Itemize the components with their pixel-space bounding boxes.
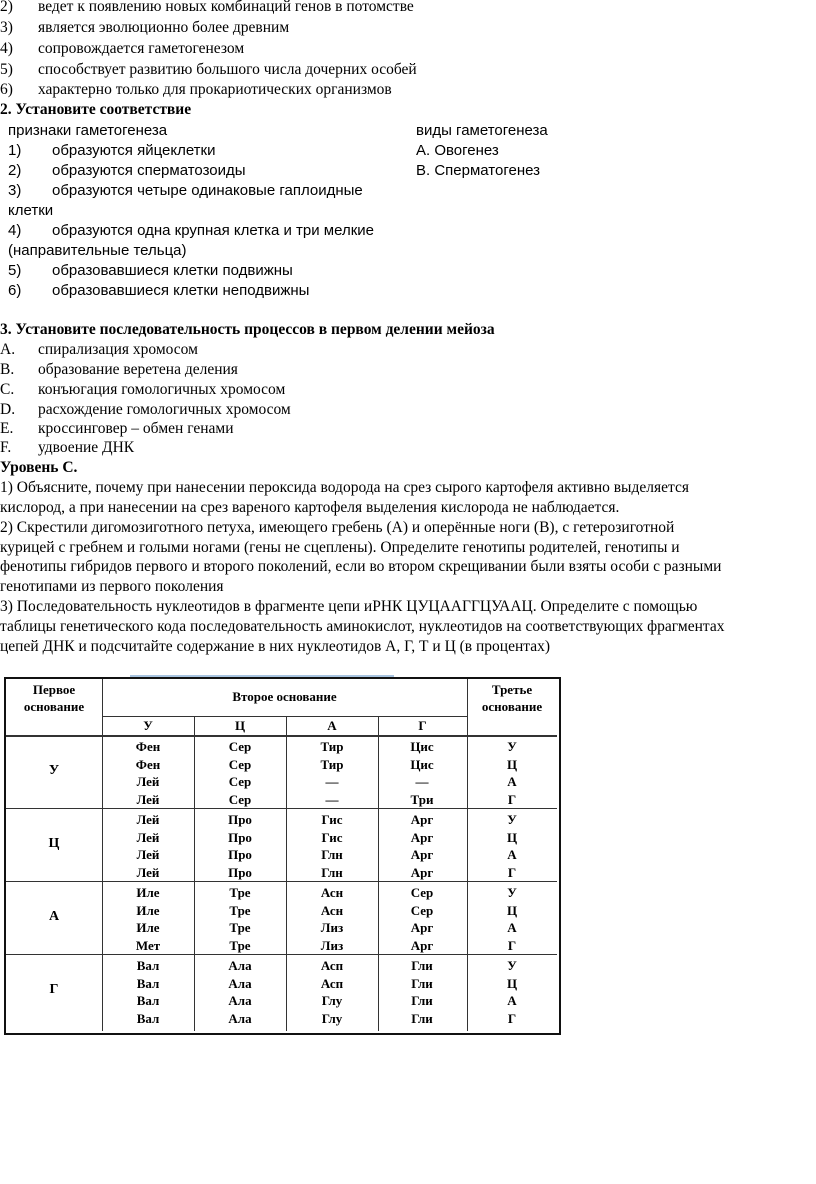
item-text: кроссинговер – обмен генами	[38, 420, 234, 437]
q3-item	[0, 400, 291, 420]
amino-acid-cell: Асп	[320, 975, 344, 991]
header-line: основание	[481, 699, 543, 714]
genetic-code-table	[4, 677, 561, 1035]
item-text: образуются одна крупная клетка и три мелкие	[52, 222, 375, 239]
item-text: образуются четыре одинаковые гаплоидные	[52, 182, 363, 199]
third-base-cell: Г	[507, 1010, 517, 1026]
amino-acid-cell: Арг	[410, 829, 434, 845]
amino-acid-cell: Про	[228, 847, 252, 862]
amino-acid-cell: Лей	[136, 829, 160, 845]
amino-acid-cell: Тре	[229, 920, 251, 935]
amino-acid-cell: Про	[228, 829, 252, 845]
amino-acid-cell: Гис	[321, 812, 343, 827]
amino-acid-cell: Фен	[135, 756, 161, 772]
q3-item	[0, 340, 198, 360]
item-number: 2)	[0, 0, 13, 15]
amino-acid-cell: Сер	[228, 791, 252, 807]
amino-acid-cell: Сер	[228, 756, 252, 772]
amino-acid-cell: Лиз	[320, 920, 344, 935]
amino-acid-cell: Тир	[320, 739, 344, 754]
amino-acid-cell: Глу	[321, 1010, 343, 1026]
third-base-cell: А	[507, 847, 517, 862]
item-number: 2)	[8, 162, 22, 179]
list-item	[0, 80, 392, 100]
level-c-line: генотипами из первого поколения	[0, 578, 224, 595]
item-letter: E.	[0, 420, 14, 437]
third-base-cell: У	[507, 739, 517, 754]
level-c-line: таблицы генетического кода последовательность аминокислот, нуклеотидов на соответствующих фрагментах	[0, 618, 725, 635]
item-letter: B.	[0, 361, 15, 378]
item-number: 5)	[0, 61, 13, 78]
amino-acid-cell: Тре	[229, 885, 251, 900]
header-line: Первое	[32, 682, 76, 697]
amino-acid-cell: Лей	[136, 847, 160, 862]
amino-acid-cell: —	[325, 774, 339, 789]
item-number: 4)	[0, 40, 13, 57]
amino-acid-cell: Тир	[320, 756, 344, 772]
second-base-header: Второе основание	[232, 689, 337, 704]
third-base-cell: Г	[507, 864, 517, 880]
amino-acid-cell: Цис	[410, 756, 434, 772]
q2-item	[8, 221, 374, 241]
item-text: образуются яйцеклетки	[52, 142, 216, 159]
q2-item	[8, 161, 246, 181]
amino-acid-cell: Иле	[136, 920, 160, 935]
table-divider	[194, 717, 195, 1031]
first-base-cell: А	[48, 909, 60, 924]
q3-item	[0, 419, 234, 439]
amino-acid-cell: Вал	[136, 975, 160, 991]
header-line: основание	[23, 699, 85, 714]
sub-header: Ц	[234, 718, 246, 733]
first-base-cell: Ц	[48, 836, 60, 851]
third-base-header	[467, 681, 557, 715]
q3-title: 3. Установите последовательность процессов в первом делении мейоза	[0, 321, 495, 338]
q2-item-continuation: клетки	[8, 202, 54, 219]
amino-acid-cell: Гли	[411, 993, 433, 1008]
item-text: образовавшиеся клетки неподвижны	[52, 282, 310, 299]
third-base-cell: Ц	[506, 756, 518, 772]
amino-acid-cell: —	[415, 774, 429, 789]
item-letter: D.	[0, 401, 16, 418]
amino-acid-cell: Вал	[136, 993, 160, 1008]
list-item	[0, 39, 244, 59]
q2-title: 2. Установите соответствие	[0, 101, 192, 118]
q2-item	[8, 261, 293, 281]
amino-acid-cell: —	[325, 791, 339, 807]
item-text: образование веретена деления	[38, 361, 238, 378]
q3-item	[0, 438, 134, 458]
amino-acid-cell: Сер	[410, 902, 434, 918]
third-base-cell: Г	[507, 791, 517, 807]
level-c-line: курицей с гребнем и голыми ногами (гены не сцеплены). Определите генотипы родителей, генотипы и	[0, 539, 680, 556]
amino-acid-cell: Сер	[410, 885, 434, 900]
level-c-title: Уровень С.	[0, 459, 78, 476]
sub-header: А	[327, 718, 337, 733]
table-divider	[6, 881, 557, 882]
amino-acid-cell: Про	[228, 864, 252, 880]
amino-acid-cell: Глн	[321, 847, 343, 862]
table-divider	[378, 717, 379, 1031]
amino-acid-cell: Арг	[410, 920, 434, 935]
third-base-cell: У	[507, 958, 517, 973]
item-text: образовавшиеся клетки подвижны	[52, 262, 293, 279]
table-divider	[467, 679, 468, 1031]
first-base-header	[6, 681, 102, 715]
level-c-line: 2) Скрестили дигомозиготного петуха, имеющего гребень (А) и оперённые ноги (В), с гетерозиготной	[0, 519, 675, 536]
amino-acid-cell: Гли	[411, 1010, 433, 1026]
item-number: 6)	[8, 282, 22, 299]
item-text: сопровождается гаметогенезом	[38, 40, 245, 57]
table-divider	[6, 808, 557, 809]
item-letter: C.	[0, 381, 15, 398]
q3-item	[0, 380, 285, 400]
level-c-line: 1) Объясните, почему при нанесении пероксида водорода на срез сырого картофеля активно выделяется	[0, 479, 689, 496]
amino-acid-cell: Асп	[320, 958, 344, 973]
amino-acid-cell: Фен	[135, 739, 161, 754]
q2-item	[8, 181, 363, 201]
third-base-cell: А	[507, 993, 517, 1008]
q2-item	[8, 281, 309, 301]
amino-acid-cell: Про	[228, 812, 252, 827]
level-c-line: цепей ДНК и подсчитайте содержание в них нуклеотидов А, Г, Т и Ц (в процентах)	[0, 638, 551, 655]
table-divider	[286, 717, 287, 1031]
amino-acid-cell: Арг	[410, 847, 434, 862]
amino-acid-cell: Лей	[136, 812, 160, 827]
amino-acid-cell: Вал	[136, 1010, 160, 1026]
list-item	[0, 0, 414, 17]
third-base-cell: У	[507, 812, 517, 827]
amino-acid-cell: Иле	[136, 902, 160, 918]
item-text: способствует развитию большого числа дочерних особей	[38, 61, 417, 78]
table-divider	[6, 954, 557, 955]
amino-acid-cell: Арг	[410, 812, 434, 827]
amino-acid-cell: Ала	[228, 975, 252, 991]
item-number: 3)	[0, 19, 13, 36]
item-number: 5)	[8, 262, 22, 279]
item-letter: F.	[0, 439, 12, 456]
amino-acid-cell: Ала	[228, 993, 252, 1008]
item-number: 1)	[8, 142, 22, 159]
list-item	[0, 18, 289, 38]
q2-option-b: В. Сперматогенез	[416, 162, 541, 179]
first-base-cell: Г	[49, 982, 59, 997]
q2-option-a: А. Овогенез	[416, 142, 499, 159]
item-text: спирализация хромосом	[38, 341, 198, 358]
q3-item	[0, 360, 238, 380]
item-text: конъюгация гомологичных хромосом	[38, 381, 286, 398]
q2-item-continuation: (направительные тельца)	[8, 242, 187, 259]
amino-acid-cell: Асн	[320, 885, 344, 900]
third-base-cell: Ц	[506, 975, 518, 991]
amino-acid-cell: Гли	[411, 975, 433, 991]
item-text: удвоение ДНК	[38, 439, 135, 456]
third-base-cell: А	[507, 774, 517, 789]
first-base-cell: У	[48, 763, 60, 778]
item-number: 3)	[8, 182, 22, 199]
amino-acid-cell: Иле	[136, 885, 160, 900]
amino-acid-cell: Тре	[229, 937, 251, 953]
amino-acid-cell: Лей	[136, 791, 160, 807]
amino-acid-cell: Глн	[321, 864, 343, 880]
amino-acid-cell: Гли	[411, 958, 433, 973]
amino-acid-cell: Три	[410, 791, 434, 807]
amino-acid-cell: Глу	[321, 993, 343, 1008]
third-base-cell: У	[507, 885, 517, 900]
level-c-line: кислород, а при нанесении на срез вареного картофеля выделения кислорода не наблюдается.	[0, 499, 620, 516]
item-text: расхождение гомологичных хромосом	[38, 401, 291, 418]
amino-acid-cell: Лей	[136, 774, 160, 789]
third-base-cell: Г	[507, 937, 517, 953]
item-text: характерно только для прокариотических организмов	[38, 81, 392, 98]
table-divider	[6, 735, 557, 737]
amino-acid-cell: Цис	[410, 739, 434, 754]
amino-acid-cell: Вал	[136, 958, 160, 973]
amino-acid-cell: Лиз	[320, 937, 344, 953]
third-base-cell: Ц	[506, 829, 518, 845]
amino-acid-cell: Арг	[410, 864, 434, 880]
amino-acid-cell: Сер	[228, 774, 252, 789]
amino-acid-cell: Мет	[135, 937, 161, 953]
amino-acid-cell: Лей	[136, 864, 160, 880]
amino-acid-cell: Сер	[228, 739, 252, 754]
item-text: является эволюционно более древним	[38, 19, 290, 36]
amino-acid-cell: Ала	[228, 1010, 252, 1026]
list-item	[0, 60, 417, 80]
level-c-line: 3) Последовательность нуклеотидов в фрагменте цепи иРНК ЦУЦААГГЦУААЦ. Определите с помощью	[0, 598, 698, 615]
header-line: Третье	[491, 682, 533, 697]
third-base-cell: А	[507, 920, 517, 935]
amino-acid-cell: Асн	[320, 902, 344, 918]
item-number: 6)	[0, 81, 13, 98]
item-text: образуются сперматозоиды	[52, 162, 246, 179]
sub-header: Г	[418, 718, 427, 733]
level-c-line: фенотипы гибридов первого и второго поколений, если во втором скрещивании были взяты особи с разными	[0, 558, 722, 575]
third-base-cell: Ц	[506, 902, 518, 918]
amino-acid-cell: Тре	[229, 902, 251, 918]
amino-acid-cell: Арг	[410, 937, 434, 953]
item-letter: A.	[0, 341, 16, 358]
amino-acid-cell: Гис	[321, 829, 343, 845]
table-divider	[102, 716, 467, 717]
q2-col1-header: признаки гаметогенеза	[8, 122, 168, 139]
amino-acid-cell: Ала	[228, 958, 252, 973]
item-number: 4)	[8, 222, 22, 239]
sub-header: У	[143, 718, 153, 733]
item-text: ведет к появлению новых комбинаций генов в потомстве	[38, 0, 414, 15]
q2-col2-header: виды гаметогенеза	[416, 122, 548, 139]
q2-item	[8, 141, 215, 161]
